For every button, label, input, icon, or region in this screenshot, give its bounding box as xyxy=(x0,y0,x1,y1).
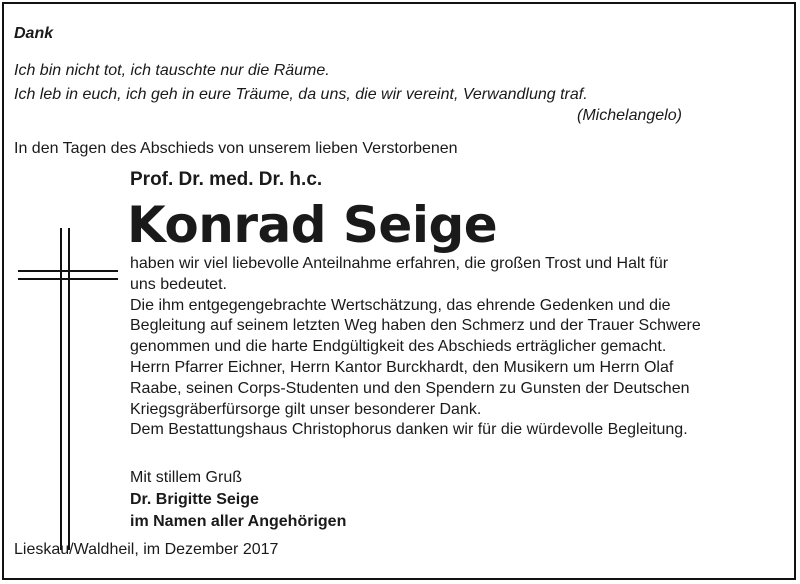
closing-greeting: Mit stillem Gruß xyxy=(130,469,242,486)
message-line: Die ihm entgegengebrachte Wertschätzung, das ehrende Gedenken und die xyxy=(130,296,671,314)
message-line: genommen und die harte Endgültigkeit des Abschieds erträglicher gemacht. xyxy=(130,338,667,356)
message-line: Dem Bestattungshaus Christophorus danken wir für die würdevolle Begleitung. xyxy=(130,421,688,439)
message-line: uns bedeutet. xyxy=(130,275,227,293)
message-line: haben wir viel liebevolle Anteilnahme erfahren, die großen Trost und Halt für xyxy=(130,255,669,272)
place-date: Lieskau/Waldheil, im Dezember 2017 xyxy=(14,541,279,558)
message-line: Kriegsgräberfürsorge gilt unser besonderer Dank. xyxy=(130,400,482,418)
quote-source: (Michelangelo) xyxy=(577,107,682,124)
signer-name: Dr. Brigitte Seige xyxy=(130,491,259,508)
deceased-name: Konrad Seige xyxy=(127,196,498,254)
message-line: Herrn Pfarrer Eichner, Herrn Kantor Burckhardt, den Musikern um Herrn Olaf xyxy=(130,358,674,376)
quote-line-1: Ich bin nicht tot, ich tauschte nur die Räume. xyxy=(14,62,330,79)
notice-heading: Dank xyxy=(14,25,54,42)
intro-text: In den Tagen des Abschieds von unserem lieben Verstorbenen xyxy=(14,140,458,157)
message-line: Raabe, seinen Corps-Studenten und den Spendern zu Gunsten der Deutschen xyxy=(130,379,690,397)
message-line: Begleitung auf seinem letzten Weg haben den Schmerz und der Trauer Schwere xyxy=(130,317,701,335)
signer-note: im Namen aller Angehörigen xyxy=(130,513,347,530)
latin-cross-icon xyxy=(18,228,118,550)
message-body xyxy=(130,254,780,441)
quote-line-2: Ich leb in euch, ich geh in eure Träume, da uns, die wir vereint, Verwandlung traf. xyxy=(14,86,588,103)
deceased-title: Prof. Dr. med. Dr. h.c. xyxy=(130,169,323,190)
